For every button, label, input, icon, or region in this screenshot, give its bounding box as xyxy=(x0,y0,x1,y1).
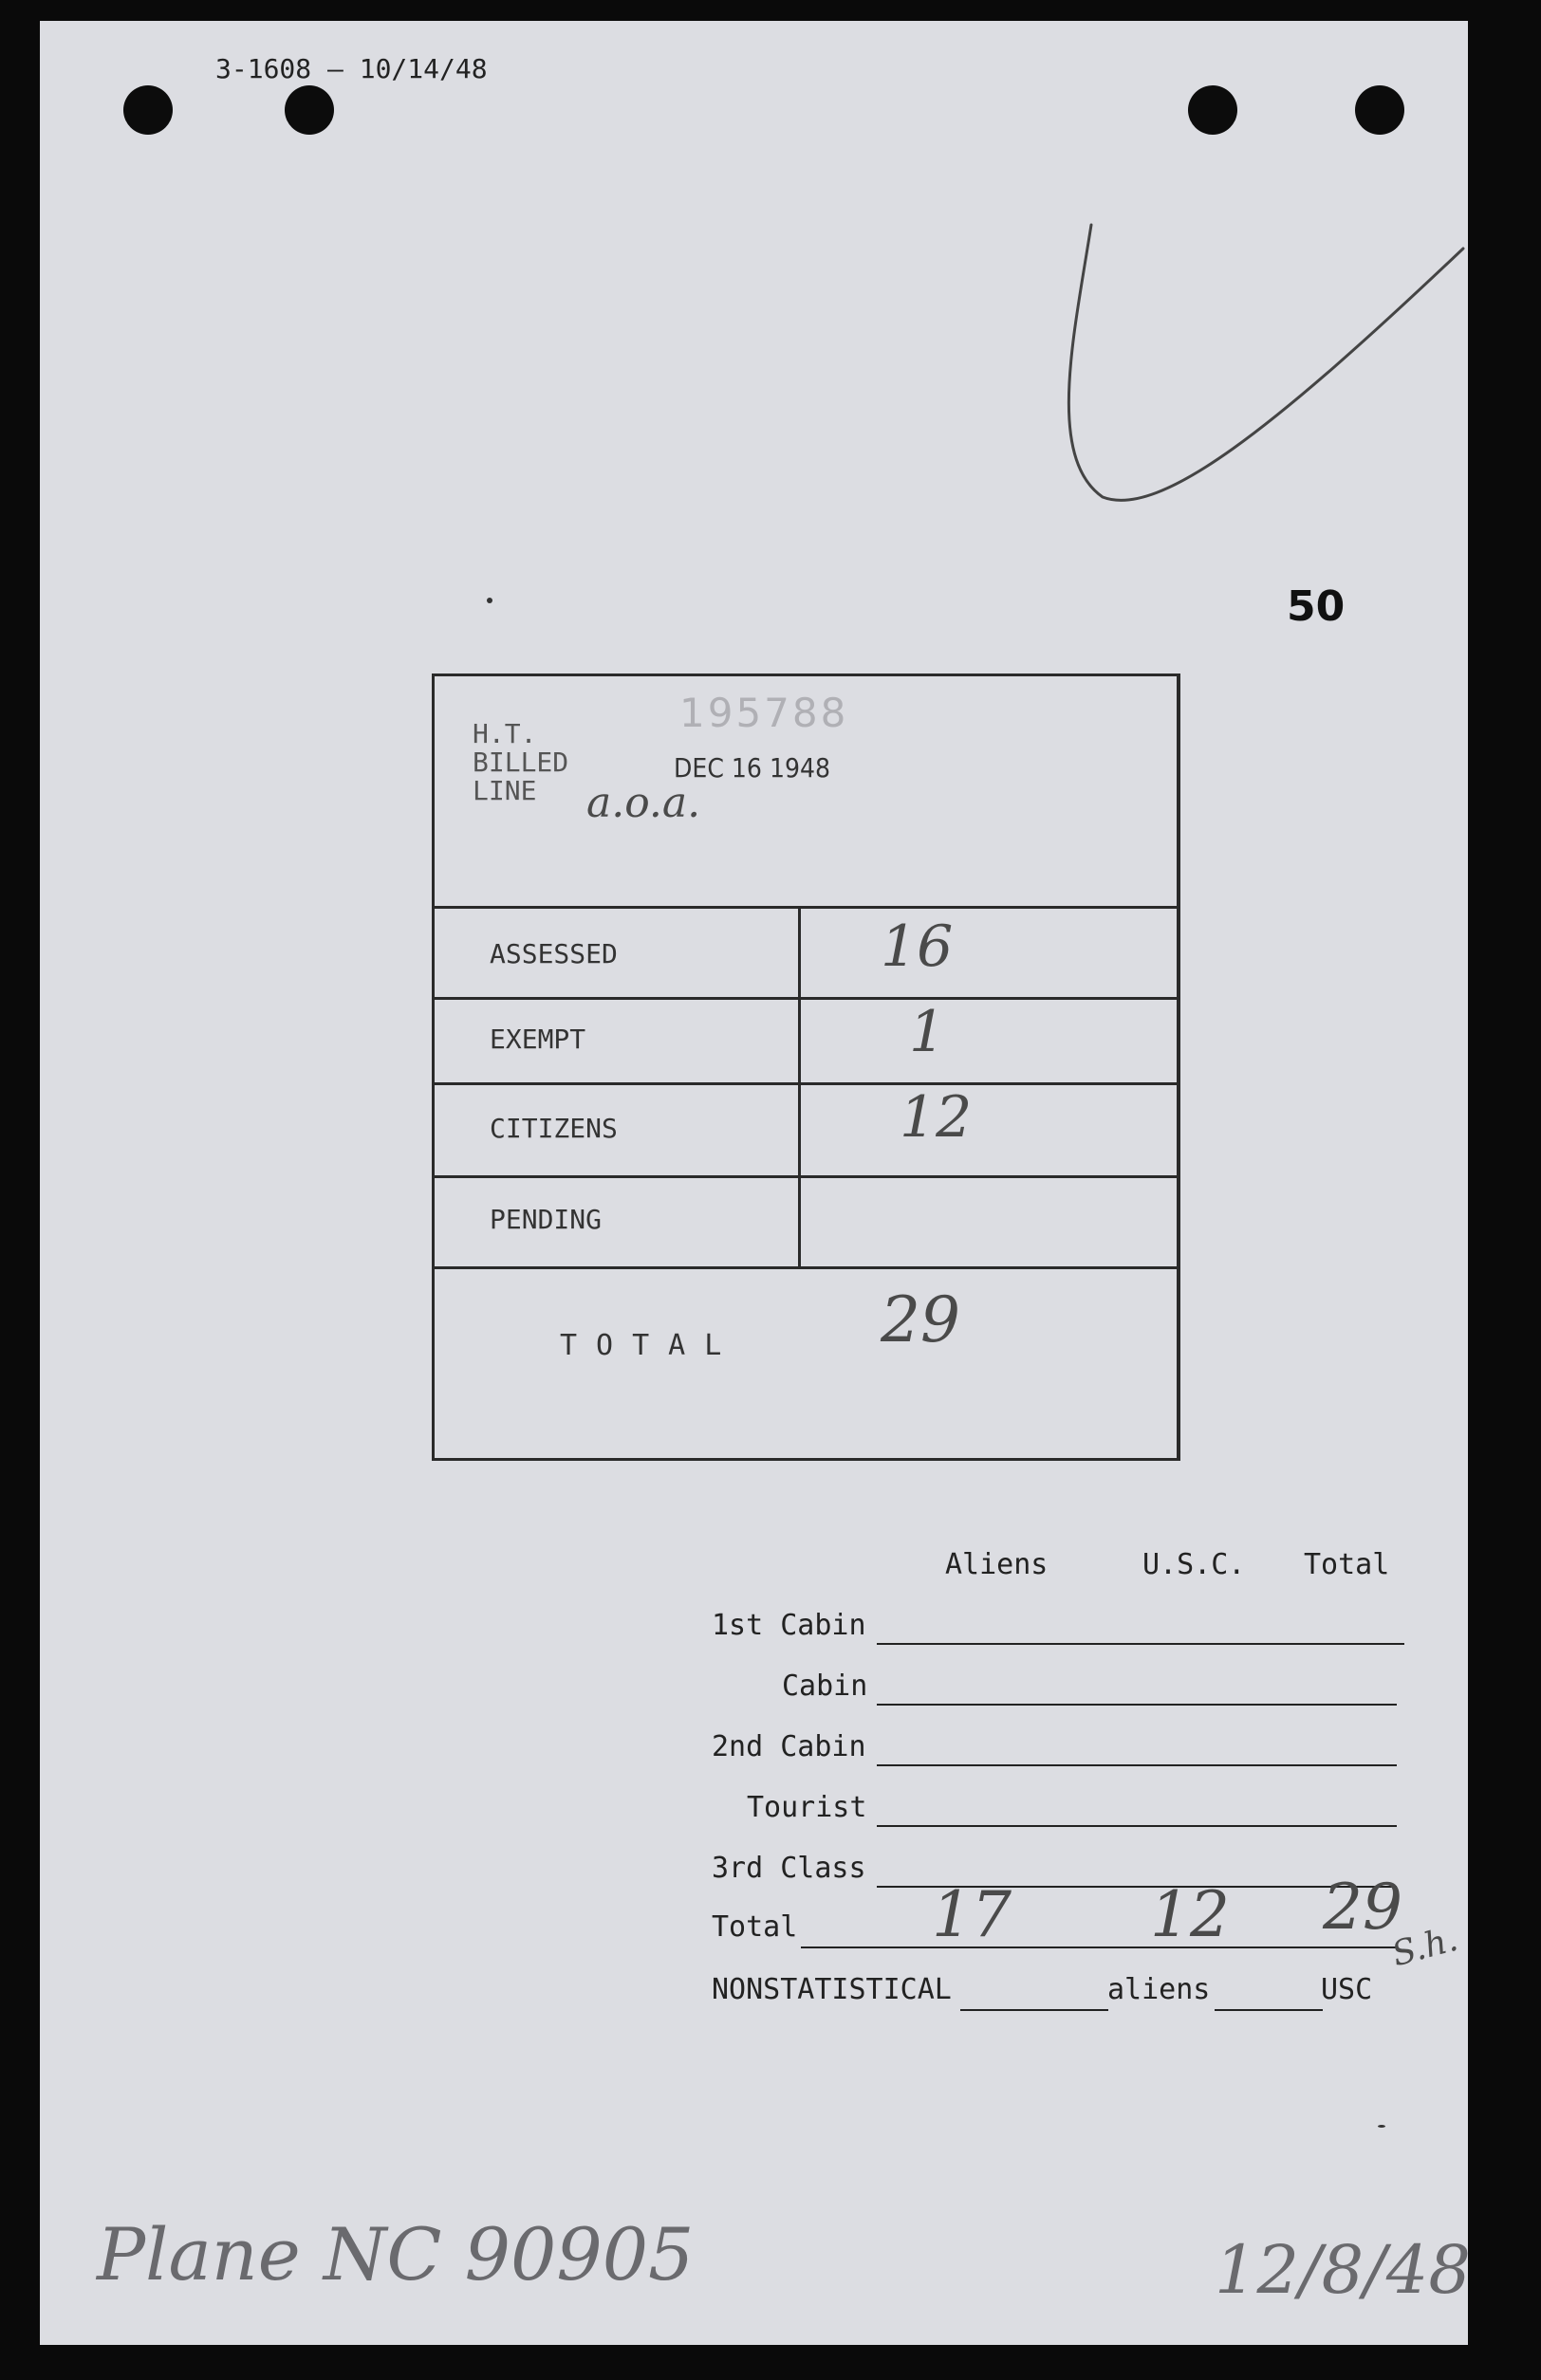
stamp-number: 195788 xyxy=(679,690,849,736)
aliens-label: aliens xyxy=(1107,1973,1211,2006)
nonstat-usc-line xyxy=(1215,2009,1323,2011)
speck xyxy=(487,598,492,603)
table-divider xyxy=(435,906,1177,909)
tourist-label: Tourist xyxy=(747,1791,867,1824)
exempt-label: EXEMPT xyxy=(490,1024,586,1055)
summary-total-line xyxy=(801,1946,1397,1948)
nonstat-aliens-line xyxy=(960,2009,1108,2011)
total-label: TOTAL xyxy=(560,1329,741,1362)
date-stamp: DEC 16 1948 xyxy=(674,752,831,784)
billed-label: BILLED xyxy=(473,747,569,778)
usc-column-header: U.S.C. xyxy=(1142,1548,1246,1581)
second-cabin-label: 2nd Cabin xyxy=(712,1730,866,1763)
page-number: 50 xyxy=(1287,582,1346,631)
column-divider xyxy=(798,906,801,1266)
handwritten-date: 12/8/48 xyxy=(1215,2231,1471,2309)
summary-total-aliens: 17 xyxy=(932,1878,1012,1951)
summary-total-label: Total xyxy=(712,1910,798,1944)
citizens-label: CITIZENS xyxy=(490,1113,618,1144)
passenger-count-box xyxy=(432,673,1180,1461)
table-divider xyxy=(435,1266,1177,1269)
third-class-label: 3rd Class xyxy=(712,1852,866,1885)
form-number: 3-1608 — 10/14/48 xyxy=(215,53,488,84)
punch-hole xyxy=(1355,85,1404,135)
aliens-column-header: Aliens xyxy=(945,1548,1049,1581)
tourist-line xyxy=(877,1825,1397,1827)
citizens-value: 12 xyxy=(900,1084,973,1151)
usc-label: USC xyxy=(1321,1973,1373,2006)
punch-hole xyxy=(285,85,334,135)
first-cabin-label: 1st Cabin xyxy=(712,1609,866,1642)
clerk-initials: S.h. xyxy=(1387,1919,1462,1975)
header-labels xyxy=(473,720,568,805)
cabin-line xyxy=(877,1704,1397,1706)
second-cabin-line xyxy=(877,1764,1397,1766)
first-cabin-line xyxy=(877,1643,1404,1645)
plane-note: Plane NC 90905 xyxy=(97,2212,695,2297)
speck xyxy=(1378,2125,1385,2128)
total-column-header: Total xyxy=(1304,1548,1390,1581)
assessed-label: ASSESSED xyxy=(490,938,618,969)
table-divider xyxy=(435,1082,1177,1085)
summary-total-usc: 12 xyxy=(1150,1878,1230,1951)
table-divider xyxy=(435,1175,1177,1178)
line-label: LINE xyxy=(473,775,537,806)
pending-label: PENDING xyxy=(490,1204,603,1235)
table-divider xyxy=(435,997,1177,1000)
total-value: 29 xyxy=(881,1283,960,1356)
check-mark xyxy=(1046,192,1473,533)
punch-hole xyxy=(1188,85,1237,135)
summary-total-total: 29 xyxy=(1323,1871,1402,1944)
cabin-label: Cabin xyxy=(782,1670,868,1703)
exempt-value: 1 xyxy=(909,999,946,1065)
punch-hole xyxy=(123,85,173,135)
line-initials: a.o.a. xyxy=(586,779,701,827)
document-page xyxy=(40,21,1471,2345)
ht-label: H.T. xyxy=(473,718,537,749)
nonstatistical-label: NONSTATISTICAL xyxy=(712,1973,952,2006)
assessed-value: 16 xyxy=(881,913,954,980)
